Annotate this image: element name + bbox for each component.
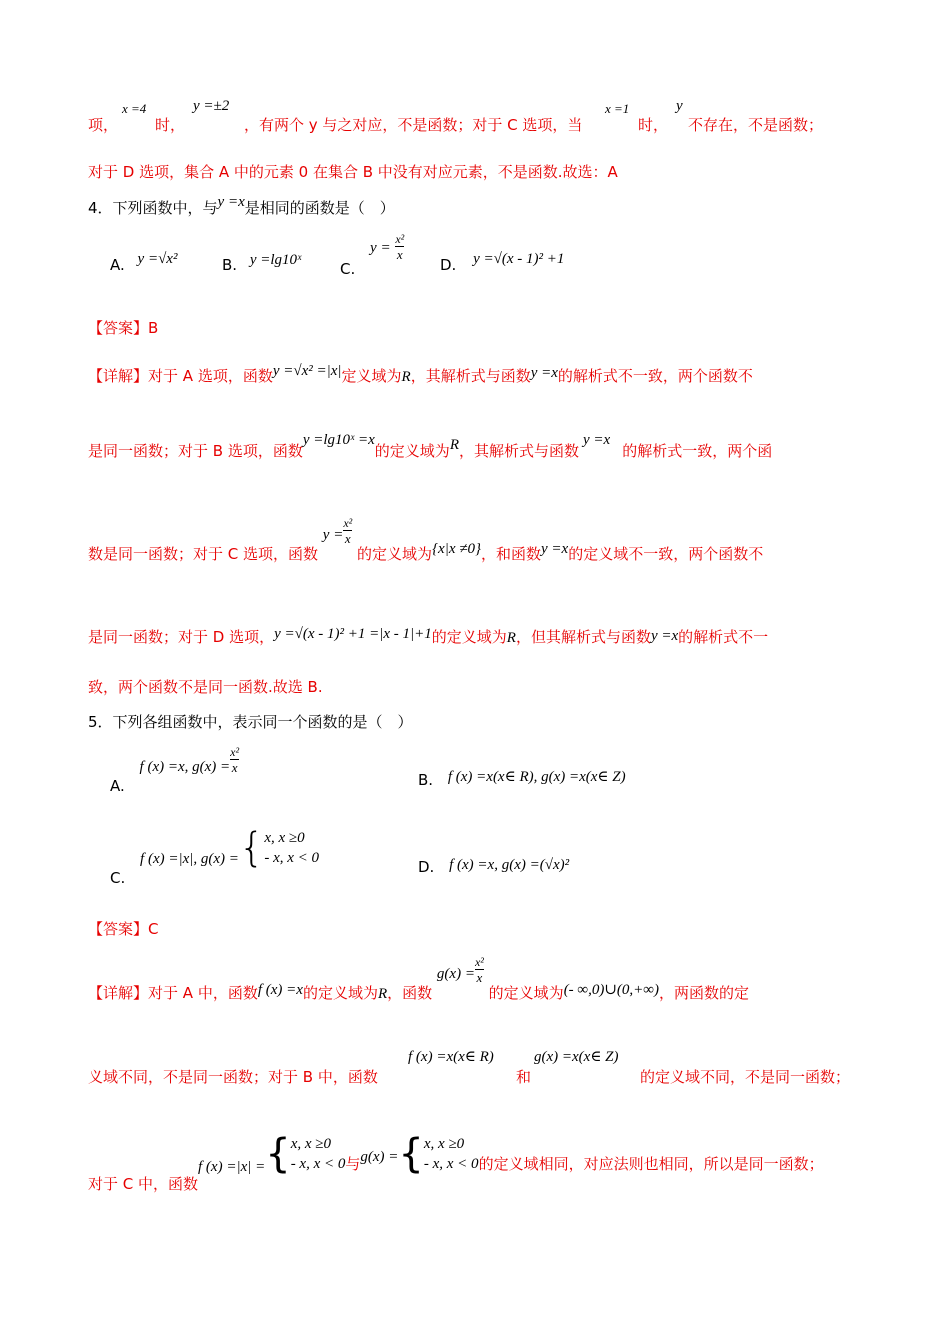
q5-option-a xyxy=(110,745,240,795)
top-line-1-lead: 项， xyxy=(88,116,119,134)
q4-option-c-numerator: x² xyxy=(395,232,405,246)
q5-d2-a: 义域不同，不是同一函数；对于 B 中，函数 xyxy=(88,1068,378,1086)
q4-option-c-denominator: x xyxy=(396,247,403,262)
q4-d2-d: 的解析式一致，两个函 xyxy=(622,442,773,460)
q5-option-d xyxy=(418,858,569,877)
q5-option-c-case-2: - x, x < 0 xyxy=(264,850,320,866)
q4-option-c-lhs: y = xyxy=(370,239,391,256)
q5-d3-g-case-1: x, x ≥0 xyxy=(423,1136,465,1152)
q4-d3-lhs: y = xyxy=(322,526,344,543)
q4-d3-c: ，和函数 xyxy=(480,544,541,563)
q4-d1-R: R xyxy=(401,369,411,385)
top-eq-ypm2: y =±2 xyxy=(193,98,230,114)
q4-d3-set: {x|x ≠0} xyxy=(432,540,481,557)
q4-d2-eq2: y =x xyxy=(583,432,611,448)
q4-d4-c: ，但其解析式与函数 xyxy=(515,628,651,646)
q5-d1-b: 的定义域为 xyxy=(302,983,378,1002)
q4-answer: 【答案】B xyxy=(88,319,159,337)
q4-stem-eq: y =x xyxy=(217,194,245,210)
q5-d2-b: 的定义域不同，不是同一函数； xyxy=(640,1068,851,1086)
top-eq-x4: x =4 xyxy=(122,101,147,116)
q5-option-c-label: C. xyxy=(110,868,126,887)
top-line-1-mid: ，有两个 y 与之对应，不是函数；对于 C 选项，当 xyxy=(244,116,583,134)
q4-d1-b: 定义域为 xyxy=(341,367,402,385)
q4-option-d-expr: y =√(x - 1)² +1 xyxy=(473,251,565,267)
q5-option-a-label: A. xyxy=(110,776,125,795)
q5-option-c xyxy=(110,825,320,887)
q5-d3-f-brace: { xyxy=(265,1131,291,1177)
q4-detail-line-4 xyxy=(88,626,768,647)
q4-option-c-label: C. xyxy=(340,259,356,278)
q4-d3-numerator: x² xyxy=(343,516,353,530)
q5-option-a-numerator: x² xyxy=(230,745,240,759)
q5-d1-dom: (- ∞,0)∪(0,+∞) xyxy=(563,981,659,998)
top-eq-x1: x =1 xyxy=(605,101,630,116)
top-eq-y: y xyxy=(676,98,683,114)
q5-option-a-fraction xyxy=(230,745,239,775)
q4-detail-line-1 xyxy=(88,365,753,386)
q5-option-c-system xyxy=(264,828,319,868)
q4-d3-fraction xyxy=(343,516,352,546)
q5-d3-f-system xyxy=(291,1134,346,1174)
q4-detail-line-3 xyxy=(88,516,764,563)
q5-d1-g-lhs: g(x) = xyxy=(436,965,475,982)
q5-d1-e: ，两函数的定 xyxy=(659,983,750,1002)
q5-d1-d: 的定义域为 xyxy=(488,983,564,1002)
top-line-2: 对于 D 选项，集合 A 中的元素 0 在集合 B 中没有对应元素，不是函数.故选：A xyxy=(88,163,618,181)
q5-d1-g-fraction xyxy=(475,955,484,985)
q5-d3-a: 对于 C 中，函数 xyxy=(88,1174,199,1193)
q5-option-a-lhs: f (x) =x, g(x) = xyxy=(139,758,231,775)
q5-d1-g-denominator: x xyxy=(476,970,483,985)
q4-d2-c: ，其解析式与函数 xyxy=(458,442,579,460)
q4-d2-eq: y =lg10ˣ =x xyxy=(302,432,375,448)
q5-answer: 【答案】C xyxy=(88,920,159,938)
q4-option-c-fraction xyxy=(395,232,404,262)
q5-d1-R: R xyxy=(377,985,388,1002)
q4-option-b xyxy=(222,252,302,275)
q5-d3-with: 与 xyxy=(345,1154,361,1173)
q4-option-a xyxy=(110,251,178,275)
q4-d4-b: 的定义域为 xyxy=(431,628,507,646)
q4-detail-line-5: 致，两个函数不是同一函数.故选 B. xyxy=(88,678,323,696)
q4-d2-R: R xyxy=(449,437,459,453)
q4-stem xyxy=(88,194,395,218)
q5-d3-g-system xyxy=(424,1134,479,1174)
q4-option-b-label: B. xyxy=(222,256,238,274)
q4-stem-a: 4．下列函数中，与 xyxy=(88,199,218,217)
q5-d2-and: 和 xyxy=(516,1068,532,1086)
q5-d1-g-numerator: x² xyxy=(474,955,484,969)
q5-option-c-case-1: x, x ≥0 xyxy=(264,830,305,846)
q5-d3-g: g(x) = xyxy=(360,1148,399,1165)
q4-d4-R: R xyxy=(506,630,516,646)
q4-d1-d: 的解析式不一致，两个函数不 xyxy=(557,367,753,385)
q4-d1-eq2: y =x xyxy=(530,365,558,381)
q4-option-a-label: A. xyxy=(110,256,125,274)
q5-d3-f: f (x) =|x| = xyxy=(198,1158,266,1175)
q4-d2-b: 的定义域为 xyxy=(374,442,450,460)
q5-option-a-denominator: x xyxy=(231,760,238,775)
q5-d1-c: ，函数 xyxy=(387,983,433,1002)
q5-d1-f: f (x) =x xyxy=(257,981,303,998)
q5-d2-g: g(x) =x(x∈ Z) xyxy=(534,1049,619,1065)
q5-d2-f: f (x) =x(x∈ R) xyxy=(408,1049,494,1065)
q4-option-b-expr: y =lg10ˣ xyxy=(249,252,302,268)
q4-d3-a: 数是同一函数；对于 C 选项，函数 xyxy=(88,544,319,563)
q4-option-d-label: D. xyxy=(440,256,457,274)
q5-option-c-lhs: f (x) =|x|, g(x) = xyxy=(140,850,239,867)
q5-d1-a: 对于 A 中，函数 xyxy=(148,983,258,1002)
q5-detail-line-1 xyxy=(88,955,750,1002)
q4-d1-eq: y =√x² =|x| xyxy=(272,363,342,379)
q5-stem: 5．下列各组函数中，表示同一个函数的是（ ） xyxy=(88,713,413,731)
q4-d4-eq2: y =x xyxy=(650,628,679,644)
top-line-1-when1: 时， xyxy=(155,116,186,134)
q5-detail-line-3 xyxy=(88,1131,824,1193)
q5-option-b-label: B. xyxy=(418,771,434,789)
q5-d3-f-case-1: x, x ≥0 xyxy=(290,1136,331,1152)
q4-option-c xyxy=(340,232,405,278)
q5-option-c-brace: { xyxy=(238,825,265,871)
top-line-1-tail: 不存在，不是函数； xyxy=(688,116,824,134)
q5-option-b-expr: f (x) =x(x∈ R), g(x) =x(x∈ Z) xyxy=(447,769,626,785)
q5-option-b xyxy=(418,771,626,790)
q4-d3-d: 的定义域不一致，两个函数不 xyxy=(568,544,764,563)
q4-stem-b: 是相同的函数是（ ） xyxy=(244,199,395,217)
q5-option-d-label: D. xyxy=(418,858,435,876)
q4-d4-d: 的解析式不一 xyxy=(678,628,769,646)
q4-d1-c: ，其解析式与函数 xyxy=(410,367,531,385)
q4-option-d xyxy=(440,251,565,275)
q4-d3-eq: y =x xyxy=(541,540,569,557)
q4-d4-eq: y =√(x - 1)² +1 =|x - 1|+1 xyxy=(274,626,432,642)
q5-option-d-expr: f (x) =x, g(x) =(√x)² xyxy=(449,857,570,873)
q4-d2-a: 是同一函数；对于 B 选项，函数 xyxy=(88,442,303,460)
q4-d3-denominator: x xyxy=(344,531,351,546)
q4-option-a-expr: y =√x² xyxy=(137,251,178,267)
q4-detail-tag: 【详解】 xyxy=(88,367,149,385)
q4-d1-a: 对于 A 选项，函数 xyxy=(148,367,273,385)
q5-detail-tag: 【详解】 xyxy=(88,983,149,1002)
q4-detail-line-2 xyxy=(88,432,773,461)
q4-d4-a: 是同一函数；对于 D 选项， xyxy=(88,628,275,646)
q4-d3-b: 的定义域为 xyxy=(357,544,433,563)
q5-d3-b: 的定义域相同，对应法则也相同，所以是同一函数； xyxy=(478,1154,824,1173)
top-line-1-when2: 时， xyxy=(638,116,669,134)
q5-d3-f-case-2: - x, x < 0 xyxy=(290,1156,346,1172)
q5-d3-g-brace: { xyxy=(398,1131,424,1177)
q5-d3-g-case-2: - x, x < 0 xyxy=(423,1156,479,1172)
